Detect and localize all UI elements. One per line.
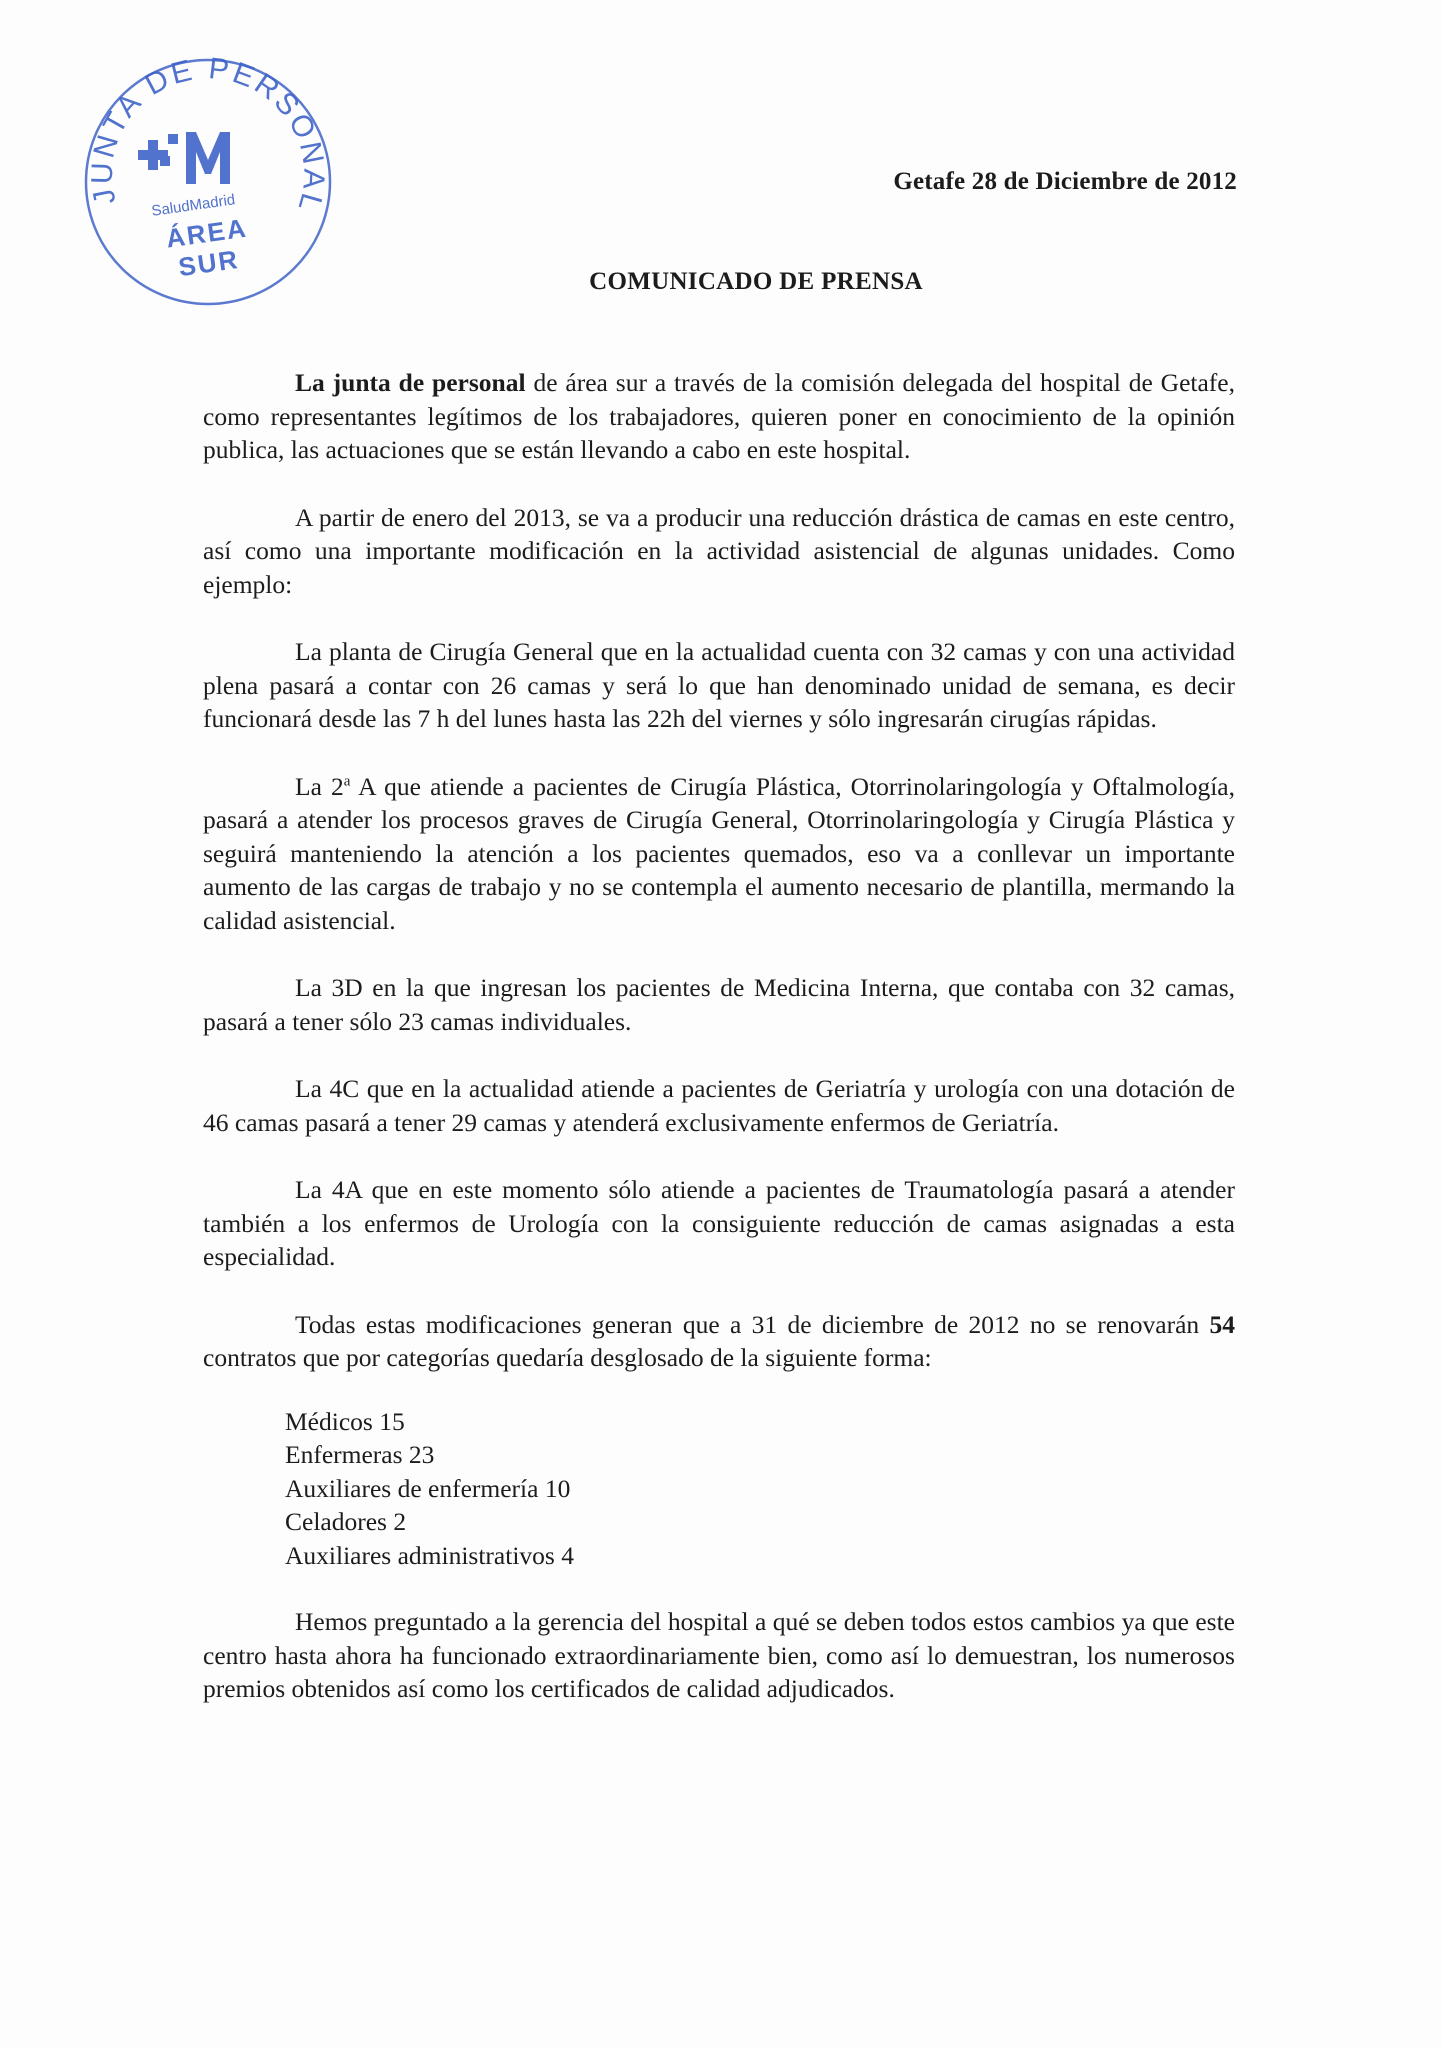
paragraph-3d: La 3D en la que ingresan los pacientes de Medicina Interna, que contaba con 32 camas, pasará a tener sólo 23 camas individuales. <box>203 973 1235 1036</box>
paragraph-4a: La 4A que en este momento sólo atiende a pacientes de Traumatología pasará a atender también a los enfermos de Urología con la consiguiente reducción de camas asignadas a esta especialidad. <box>203 1175 1235 1271</box>
document-title: COMUNICADO DE PRENSA <box>589 268 923 295</box>
document-body <box>203 366 1235 1740</box>
paragraph-contracts: Todas estas modificaciones generan que a 31 de diciembre de 2012 no se renovarán 54 contratos que por categorías quedaría desglosado de la siguiente forma: <box>203 1309 1235 1372</box>
list-item: Auxiliares de enfermería 10 <box>285 1473 571 1503</box>
stamp-area-line1: ÁREA <box>164 212 250 254</box>
stamp-ring-text: JUNTA DE PERSONAL <box>85 52 331 218</box>
stamp-area-line2: SUR <box>176 243 241 283</box>
list-item: Enfermeras 23 <box>285 1440 435 1469</box>
list-item: Auxiliares administrativos 4 <box>285 1540 574 1570</box>
document-date: Getafe 28 de Diciembre de 2012 <box>893 168 1237 195</box>
paragraph-intro: La junta de personal de área sur a través de la comisión delegada del hospital de Getafe, como representantes legítimos de los trabajadores, quieren poner en conocimiento de la opinión publica, las actuaciones que se están llevando a cabo en este hospital. <box>203 368 1235 464</box>
stamp-logo-text: SaludMadrid <box>150 191 237 220</box>
salud-madrid-logo <box>138 132 230 184</box>
paragraph-2a: La 2$^a$ A que atiende a pacientes de Cirugía Plástica, Otorrinolaringología y Oftalmología, pasará a atender los procesos graves de Cirugía General, Otorrinolaringología y Cirugía Plástica y seguirá manteniendo la atención a los pacientes quemados, eso va a conllevar un importante aumento de las cargas de trabajo y no se contempla el aumento necesario de plantilla, mermando la calidad asistencial. <box>203 771 1235 935</box>
list-item: Médicos 15 <box>285 1406 405 1436</box>
paragraph-reduction: A partir de enero del 2013, se va a producir una reducción drástica de camas en este centro, así como una importante modificación en la actividad asistencial de algunas unidades. Como ejemplo: <box>203 502 1235 599</box>
paragraph-gerencia: Hemos preguntado a la gerencia del hospital a qué se deben todos estos cambios ya que este centro hasta ahora ha funcionado extraordinariamente bien, como así lo demuestran, los numerosos premios obtenidos así como los certificados de calidad adjudicados. <box>203 1607 1235 1703</box>
paragraph-4c: La 4C que en la actualidad atiende a pacientes de Geriatría y urología con una dotación de 46 camas pasará a tener 29 camas y atenderá exclusivamente enfermos de Geriatría. <box>203 1074 1235 1137</box>
contracts-list <box>203 1405 1235 1573</box>
list-item: Celadores 2 <box>285 1507 407 1536</box>
paragraph-cirugia-general: La planta de Cirugía General que en la actualidad cuenta con 32 camas y con una actividad plena pasará a contar con 26 camas y será lo que han denominado unidad de semana, es decir funcionará desde las 7 h del lunes hasta las 22h del viernes y sólo ingresarán cirugías rápidas. <box>203 637 1235 733</box>
contracts-count: 54 <box>1209 1309 1235 1339</box>
junta-de-personal-bold: La junta de personal <box>295 368 526 397</box>
